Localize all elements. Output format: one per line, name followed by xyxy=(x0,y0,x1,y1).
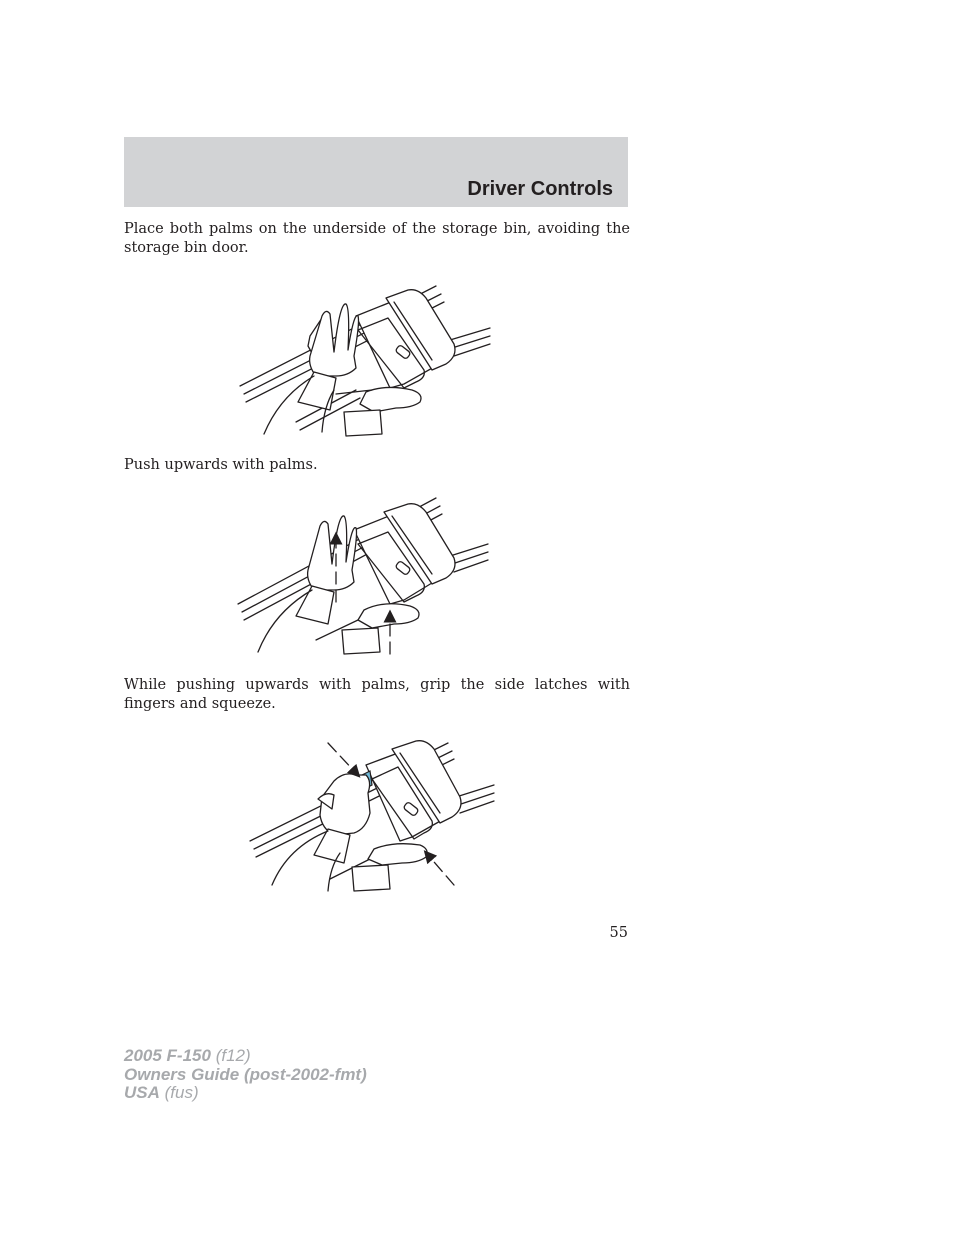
illustration-squeeze-latches xyxy=(244,735,500,895)
step-1-text: Place both palms on the underside of the storage bin, avoiding the storage bin door. xyxy=(124,221,630,256)
illustration-palms-on-bin xyxy=(236,272,496,442)
footer-guide-line xyxy=(124,1066,367,1085)
step-3-text: While pushing upwards with palms, grip the side latches with fingers and squeeze. xyxy=(124,677,630,712)
footer-region-code: (fus) xyxy=(164,1083,199,1102)
section-header-band xyxy=(124,137,628,207)
page-number: 55 xyxy=(609,925,628,941)
footer-model: 2005 F-150 xyxy=(124,1046,211,1065)
document-footer xyxy=(124,1047,367,1103)
footer-model-code: (f12) xyxy=(215,1046,251,1065)
section-title: Driver Controls xyxy=(467,178,613,200)
footer-model-line xyxy=(124,1047,367,1066)
footer-region-line xyxy=(124,1084,367,1103)
step-2-text: Push upwards with palms. xyxy=(124,457,318,473)
illustration-push-upwards xyxy=(232,490,496,660)
footer-region: USA xyxy=(124,1083,160,1102)
footer-guide: Owners Guide (post-2002-fmt) xyxy=(124,1064,367,1084)
